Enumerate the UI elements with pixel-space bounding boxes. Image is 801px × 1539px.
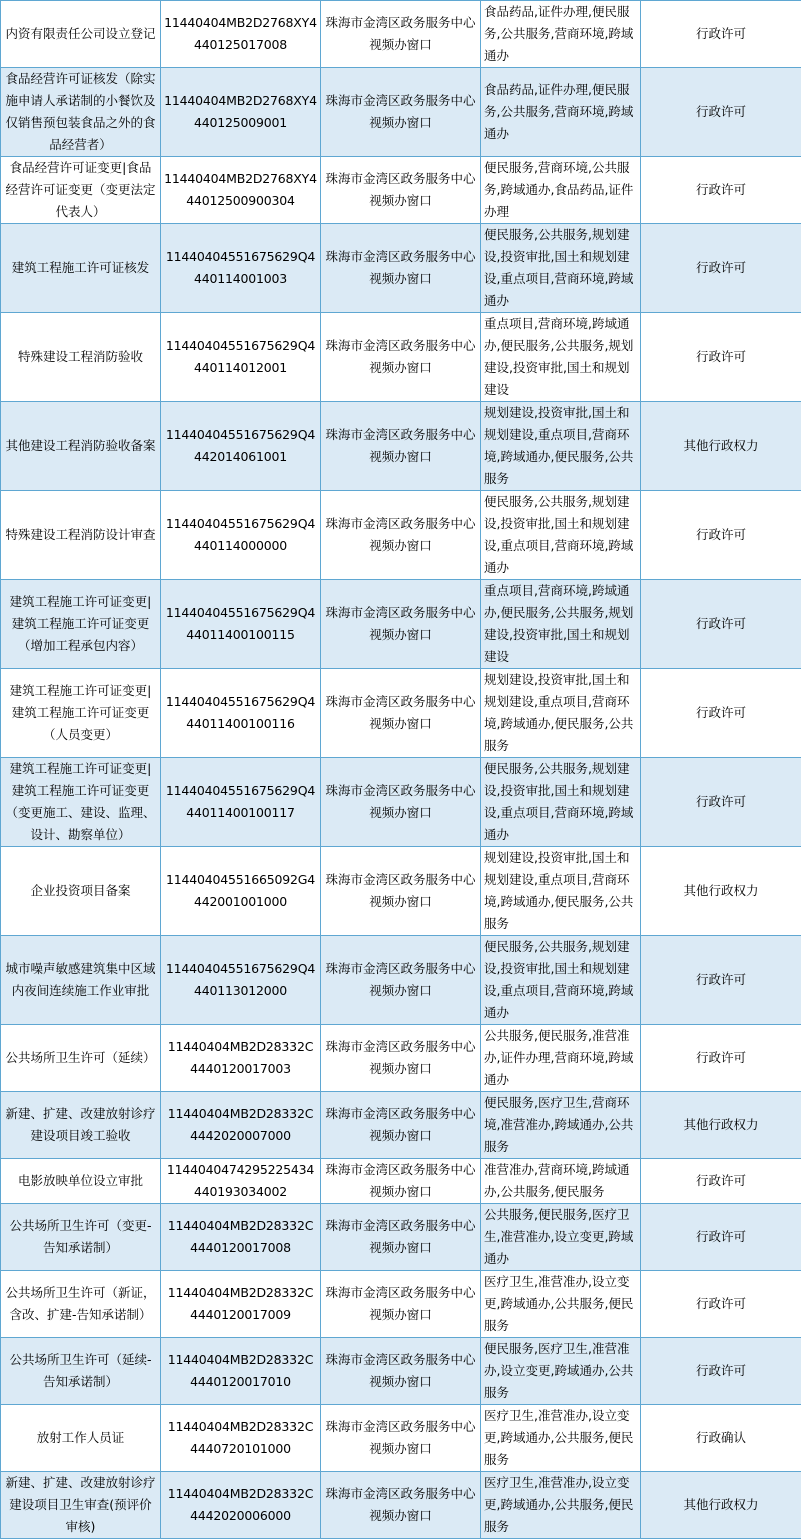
item-code-cell: 11440404MB2D2768XY444012500900304 [161, 157, 321, 224]
item-tags-cell: 规划建设,投资审批,国土和规划建设,重点项目,营商环境,跨域通办,便民服务,公共服务 [481, 402, 641, 491]
service-window-cell: 珠海市金湾区政务服务中心视频办窗口 [321, 1472, 481, 1539]
service-window-cell: 珠海市金湾区政务服务中心视频办窗口 [321, 1271, 481, 1338]
table-row [1, 491, 801, 580]
item-code-cell: 11440404551665092G4442001001000 [161, 847, 321, 936]
table-row [1, 313, 801, 402]
item-tags-cell: 公共服务,便民服务,医疗卫生,准营准办,设立变更,跨域通办 [481, 1204, 641, 1271]
item-name-cell: 新建、扩建、改建放射诊疗建设项目卫生审查(预评价审核) [1, 1472, 161, 1539]
item-code-cell: 11440404MB2D28332C4440120017010 [161, 1338, 321, 1405]
power-type-cell: 行政许可 [641, 580, 801, 669]
item-name-cell: 建筑工程施工许可证变更|建筑工程施工许可证变更（变更施工、建设、监理、设计、勘察单位） [1, 758, 161, 847]
item-code-cell: 11440404551675629Q444011400100117 [161, 758, 321, 847]
item-name-cell: 其他建设工程消防验收备案 [1, 402, 161, 491]
service-window-cell: 珠海市金湾区政务服务中心视频办窗口 [321, 1159, 481, 1204]
item-code-cell: 11440404MB2D28332C4440720101000 [161, 1405, 321, 1472]
item-name-cell: 放射工作人员证 [1, 1405, 161, 1472]
table-row [1, 847, 801, 936]
table-row [1, 1405, 801, 1472]
power-type-cell: 行政许可 [641, 758, 801, 847]
power-type-cell: 行政许可 [641, 936, 801, 1025]
power-type-cell: 其他行政权力 [641, 1472, 801, 1539]
item-name-cell: 食品经营许可证核发（除实施申请人承诺制的小餐饮及仅销售预包装食品之外的食品经营者） [1, 68, 161, 157]
power-type-cell: 行政许可 [641, 68, 801, 157]
item-tags-cell: 食品药品,证件办理,便民服务,公共服务,营商环境,跨域通办 [481, 68, 641, 157]
power-type-cell: 行政许可 [641, 1338, 801, 1405]
item-tags-cell: 便民服务,医疗卫生,准营准办,设立变更,跨域通办,公共服务 [481, 1338, 641, 1405]
item-code-cell: 11440404551675629Q4440113012000 [161, 936, 321, 1025]
table-row [1, 669, 801, 758]
item-code-cell: 11440404MB2D28332C4442020007000 [161, 1092, 321, 1159]
item-tags-cell: 准营准办,营商环境,跨域通办,公共服务,便民服务 [481, 1159, 641, 1204]
service-window-cell: 珠海市金湾区政务服务中心视频办窗口 [321, 1405, 481, 1472]
item-tags-cell: 医疗卫生,准营准办,设立变更,跨域通办,公共服务,便民服务 [481, 1472, 641, 1539]
power-type-cell: 行政确认 [641, 1405, 801, 1472]
power-type-cell: 行政许可 [641, 1271, 801, 1338]
item-name-cell: 新建、扩建、改建放射诊疗建设项目竣工验收 [1, 1092, 161, 1159]
item-tags-cell: 重点项目,营商环境,跨域通办,便民服务,公共服务,规划建设,投资审批,国土和规划建设 [481, 580, 641, 669]
power-type-cell: 行政许可 [641, 157, 801, 224]
service-window-cell: 珠海市金湾区政务服务中心视频办窗口 [321, 580, 481, 669]
service-window-cell: 珠海市金湾区政务服务中心视频办窗口 [321, 936, 481, 1025]
power-type-cell: 其他行政权力 [641, 1092, 801, 1159]
power-type-cell: 行政许可 [641, 669, 801, 758]
service-window-cell: 珠海市金湾区政务服务中心视频办窗口 [321, 847, 481, 936]
table-row [1, 1271, 801, 1338]
table-row [1, 1025, 801, 1092]
power-type-cell: 行政许可 [641, 1, 801, 68]
item-tags-cell: 便民服务,公共服务,规划建设,投资审批,国土和规划建设,重点项目,营商环境,跨域通办 [481, 758, 641, 847]
item-name-cell: 建筑工程施工许可证核发 [1, 224, 161, 313]
service-window-cell: 珠海市金湾区政务服务中心视频办窗口 [321, 402, 481, 491]
item-code-cell: 11440404MB2D28332C4440120017009 [161, 1271, 321, 1338]
service-window-cell: 珠海市金湾区政务服务中心视频办窗口 [321, 1204, 481, 1271]
item-name-cell: 企业投资项目备案 [1, 847, 161, 936]
item-name-cell: 电影放映单位设立审批 [1, 1159, 161, 1204]
item-name-cell: 建筑工程施工许可证变更|建筑工程施工许可证变更（增加工程承包内容） [1, 580, 161, 669]
item-code-cell: 11440404MB2D28332C4440120017003 [161, 1025, 321, 1092]
item-code-cell: 114404047429522543444019303400​2 [161, 1159, 321, 1204]
table-row [1, 758, 801, 847]
power-type-cell: 行政许可 [641, 313, 801, 402]
table-row [1, 224, 801, 313]
item-tags-cell: 便民服务,营商环境,公共服务,跨域通办,食品药品,证件办理 [481, 157, 641, 224]
item-code-cell: 11440404551675629Q4442014061001 [161, 402, 321, 491]
table-row [1, 1159, 801, 1204]
service-window-cell: 珠海市金湾区政务服务中心视频办窗口 [321, 68, 481, 157]
item-name-cell: 内资有限责任公司设立登记 [1, 1, 161, 68]
item-tags-cell: 便民服务,公共服务,规划建设,投资审批,国土和规划建设,重点项目,营商环境,跨域通办 [481, 491, 641, 580]
item-code-cell: 11440404551675629Q444011400100116 [161, 669, 321, 758]
table-row [1, 1338, 801, 1405]
item-tags-cell: 医疗卫生,准营准办,设立变更,跨域通办,公共服务,便民服务 [481, 1271, 641, 1338]
table-row [1, 157, 801, 224]
table-row [1, 1092, 801, 1159]
item-name-cell: 公共场所卫生许可（变更-告知承诺制） [1, 1204, 161, 1271]
power-type-cell: 行政许可 [641, 224, 801, 313]
item-name-cell: 特殊建设工程消防设计审查 [1, 491, 161, 580]
item-name-cell: 建筑工程施工许可证变更|建筑工程施工许可证变更（人员变更） [1, 669, 161, 758]
table-row [1, 1, 801, 68]
item-tags-cell: 规划建设,投资审批,国土和规划建设,重点项目,营商环境,跨域通办,便民服务,公共服务 [481, 847, 641, 936]
table-row [1, 936, 801, 1025]
item-code-cell: 11440404MB2D28332C4440120017008 [161, 1204, 321, 1271]
power-type-cell: 行政许可 [641, 491, 801, 580]
power-type-cell: 其他行政权力 [641, 402, 801, 491]
item-name-cell: 公共场所卫生许可（延续-告知承诺制） [1, 1338, 161, 1405]
item-name-cell: 特殊建设工程消防验收 [1, 313, 161, 402]
item-code-cell: 11440404551675629Q4440114001003 [161, 224, 321, 313]
table-row [1, 68, 801, 157]
table-row [1, 1204, 801, 1271]
item-tags-cell: 医疗卫生,准营准办,设立变更,跨域通办,公共服务,便民服务 [481, 1405, 641, 1472]
service-window-cell: 珠海市金湾区政务服务中心视频办窗口 [321, 758, 481, 847]
power-type-cell: 行政许可 [641, 1159, 801, 1204]
item-code-cell: 11440404551675629Q4440114000000 [161, 491, 321, 580]
item-name-cell: 城市噪声敏感建筑集中区域内夜间连续施工作业审批 [1, 936, 161, 1025]
item-tags-cell: 便民服务,公共服务,规划建设,投资审批,国土和规划建设,重点项目,营商环境,跨域通办 [481, 224, 641, 313]
service-window-cell: 珠海市金湾区政务服务中心视频办窗口 [321, 1338, 481, 1405]
item-code-cell: 11440404MB2D2768XY4440125009001 [161, 68, 321, 157]
power-type-cell: 行政许可 [641, 1025, 801, 1092]
service-window-cell: 珠海市金湾区政务服务中心视频办窗口 [321, 157, 481, 224]
item-name-cell: 食品经营许可证变更|食品经营许可证变更（变更法定代表人） [1, 157, 161, 224]
service-window-cell: 珠海市金湾区政务服务中心视频办窗口 [321, 669, 481, 758]
item-name-cell: 公共场所卫生许可（延续） [1, 1025, 161, 1092]
service-window-cell: 珠海市金湾区政务服务中心视频办窗口 [321, 491, 481, 580]
service-window-cell: 珠海市金湾区政务服务中心视频办窗口 [321, 224, 481, 313]
table-row [1, 402, 801, 491]
item-tags-cell: 重点项目,营商环境,跨域通办,便民服务,公共服务,规划建设,投资审批,国土和规划建设 [481, 313, 641, 402]
table-row [1, 1472, 801, 1539]
table-body [1, 1, 801, 1539]
item-tags-cell: 食品药品,证件办理,便民服务,公共服务,营商环境,跨域通办 [481, 1, 641, 68]
power-type-cell: 行政许可 [641, 1204, 801, 1271]
service-window-cell: 珠海市金湾区政务服务中心视频办窗口 [321, 1, 481, 68]
item-code-cell: 11440404MB2D2768XY4440125017008 [161, 1, 321, 68]
power-type-cell: 其他行政权力 [641, 847, 801, 936]
item-code-cell: 11440404MB2D28332C4442020006000 [161, 1472, 321, 1539]
service-window-cell: 珠海市金湾区政务服务中心视频办窗口 [321, 1025, 481, 1092]
item-tags-cell: 公共服务,便民服务,准营准办,证件办理,营商环境,跨域通办 [481, 1025, 641, 1092]
service-window-cell: 珠海市金湾区政务服务中心视频办窗口 [321, 1092, 481, 1159]
item-name-cell: 公共场所卫生许可（新证，含改、扩建-告知承诺制） [1, 1271, 161, 1338]
item-tags-cell: 便民服务,医疗卫生,营商环境,准营准办,跨域通办,公共服务 [481, 1092, 641, 1159]
item-tags-cell: 规划建设,投资审批,国土和规划建设,重点项目,营商环境,跨域通办,便民服务,公共服务 [481, 669, 641, 758]
table-row [1, 580, 801, 669]
item-tags-cell: 便民服务,公共服务,规划建设,投资审批,国土和规划建设,重点项目,营商环境,跨域通办 [481, 936, 641, 1025]
item-code-cell: 11440404551675629Q444011400100115 [161, 580, 321, 669]
item-code-cell: 11440404551675629Q4440114012001 [161, 313, 321, 402]
service-window-cell: 珠海市金湾区政务服务中心视频办窗口 [321, 313, 481, 402]
